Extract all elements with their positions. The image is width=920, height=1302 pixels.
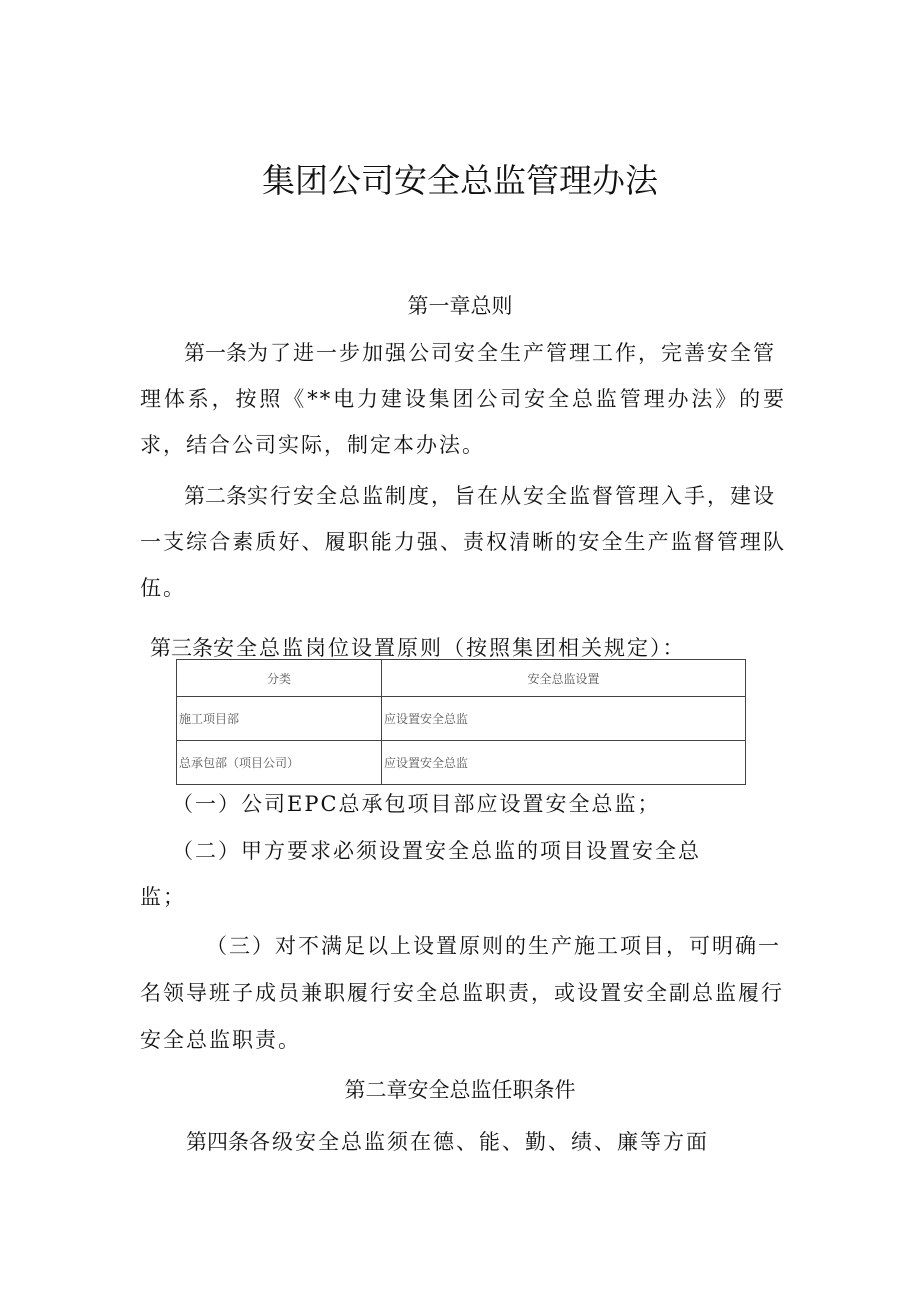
article-2 <box>140 473 786 611</box>
article-3-text: 安全总监岗位设置原则（按照集团相关规定）： <box>213 636 686 660</box>
table-header-category: 分类 <box>177 660 382 697</box>
table-cell: 应设置安全总监 <box>382 741 746 785</box>
document-title: 集团公司安全总监管理办法 <box>262 161 658 200</box>
article-1-label: 第一条 <box>184 341 247 365</box>
chapter-1-heading: 第一章总则 <box>407 294 513 318</box>
article-3 <box>150 632 686 662</box>
article-3-label: 第三条 <box>150 636 213 660</box>
article-1-line1: 为了进一步加强公司安全生产管理工作，完善安全管 <box>247 341 776 365</box>
article-4-label: 第四条 <box>186 1130 249 1154</box>
item-3-line1: （三）对不满足以上设置原则的生产施工项目，可明确一 <box>206 934 781 958</box>
item-2-line1: （二）甲方要求必须设置安全总监的项目设置安全总 <box>172 839 701 863</box>
article-4-text: 各级安全总监须在德、能、勤、绩、廉等方面 <box>249 1130 709 1154</box>
article-2-line1: 实行安全总监制度，旨在从安全监督管理入手，建设 <box>247 484 776 508</box>
item-1: （一）公司EPC总承包项目部应设置安全总监； <box>172 792 661 816</box>
article-4 <box>186 1126 709 1156</box>
table-cell: 总承包部（项目公司） <box>177 741 382 785</box>
table-header-row <box>177 660 746 697</box>
article-2-label: 第二条 <box>184 484 247 508</box>
item-3-line2: 名领导班子成员兼职履行安全总监职责，或设置安全副总监履行 <box>140 981 784 1005</box>
article-1-rest: 理体系，按照《**电力建设集团公司安全总监管理办法》的要求，结合公司实际，制定本办法。 <box>140 387 786 457</box>
article-2-rest: 一支综合素质好、履职能力强、责权清晰的安全生产监督管理队伍。 <box>140 530 786 600</box>
table-cell: 施工项目部 <box>177 697 382 741</box>
chapter-2-heading: 第二章安全总监任职条件 <box>344 1078 576 1102</box>
item-2-line2: 监； <box>140 885 186 909</box>
table-row <box>177 697 746 741</box>
setting-table <box>176 659 746 785</box>
table-cell: 应设置安全总监 <box>382 697 746 741</box>
article-1 <box>140 330 786 468</box>
item-3-line3: 安全总监职责。 <box>140 1028 301 1052</box>
table-row <box>177 741 746 785</box>
table-header-setting: 安全总监设置 <box>382 660 746 697</box>
